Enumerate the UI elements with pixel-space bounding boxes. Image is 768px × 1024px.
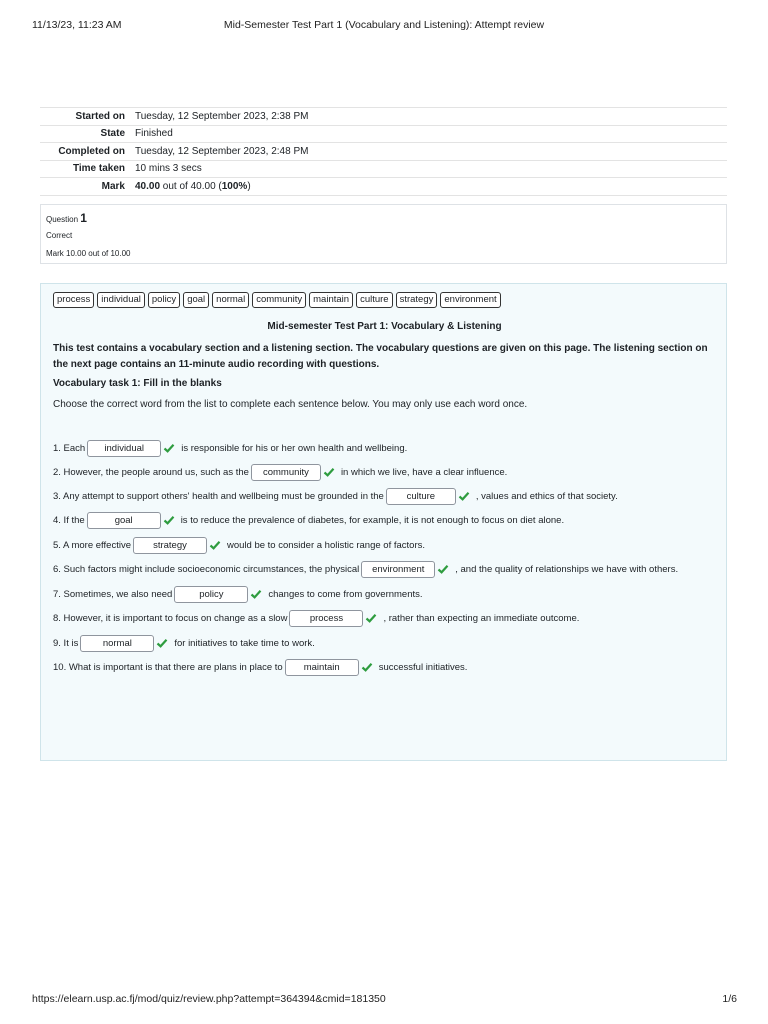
correct-check-icon <box>156 637 168 649</box>
print-datetime: 11/13/23, 11:23 AM <box>32 19 122 31</box>
question-number <box>46 211 721 225</box>
summary-label: Time taken <box>72 163 125 175</box>
sentence-text-after: successful initiatives. <box>378 661 468 673</box>
answer-drop-box[interactable]: environment <box>361 561 435 578</box>
test-heading: Mid-semester Test Part 1: Vocabulary & Listening <box>267 321 502 332</box>
sentence-3 <box>53 487 618 505</box>
mark-close: ) <box>247 180 251 192</box>
test-intro: This test contains a vocabulary section and a listening section. The vocabulary questions are given on this page. The listening section on the next page contains an 11-minute audio recording with questions. <box>53 343 708 370</box>
correct-check-icon <box>163 514 175 526</box>
word-chip[interactable]: environment <box>440 292 500 308</box>
word-chip[interactable]: culture <box>356 292 393 308</box>
answer-drop-box[interactable]: normal <box>80 635 154 652</box>
mark-percent: 100% <box>221 180 248 192</box>
summary-row-mark <box>40 178 727 196</box>
summary-row-state <box>40 126 727 144</box>
sentence-text-after: is to reduce the prevalence of diabetes, for example, it is not enough to focus on diet alone. <box>180 514 565 526</box>
sentence-9 <box>53 634 315 652</box>
sentence-text-before: 9. It is <box>53 637 79 649</box>
word-chip[interactable]: policy <box>148 292 180 308</box>
sentence-2 <box>53 463 507 481</box>
sentence-text-before: 10. What is important is that there are plans in place to <box>53 661 283 673</box>
sentence-text-before: 2. However, the people around us, such as the <box>53 466 249 478</box>
correct-check-icon <box>437 563 449 575</box>
word-chip[interactable]: strategy <box>396 292 438 308</box>
sentence-text-before: 8. However, it is important to focus on change as a slow <box>53 612 288 624</box>
summary-value: Finished <box>135 128 173 140</box>
question-state: Correct <box>46 231 73 240</box>
sentence-text-before: 5. A more effective <box>53 539 131 551</box>
sentence-text-before: 1. Each <box>53 442 86 454</box>
word-chip[interactable]: maintain <box>309 292 353 308</box>
sentence-text-after: for initiatives to take time to work. <box>174 637 315 649</box>
correct-check-icon <box>163 442 175 454</box>
correct-check-icon <box>365 612 377 624</box>
sentence-text-before: 7. Sometimes, we also need <box>53 588 173 600</box>
answer-drop-box[interactable]: strategy <box>133 537 207 554</box>
sentence-text-after: , and the quality of relationships we have with others. <box>455 563 679 575</box>
correct-check-icon <box>323 466 335 478</box>
sentence-text-before: 3. Any attempt to support others' health and wellbeing must be grounded in the <box>53 490 384 502</box>
mark-score: 40.00 <box>135 180 161 192</box>
sentence-8 <box>53 609 579 627</box>
sentence-5 <box>53 536 425 554</box>
correct-check-icon <box>361 661 373 673</box>
attempt-summary-table <box>40 107 727 196</box>
page-number: 1/6 <box>722 993 737 1005</box>
answer-drop-box[interactable]: maintain <box>285 659 359 676</box>
word-chip[interactable]: process <box>53 292 94 308</box>
answer-drop-box[interactable]: culture <box>386 488 456 505</box>
summary-value: Tuesday, 12 September 2023, 2:38 PM <box>135 110 309 122</box>
summary-label: State <box>100 128 125 140</box>
word-chip[interactable]: normal <box>212 292 249 308</box>
sentence-text-before: 4. If the <box>53 514 85 526</box>
word-chip[interactable]: community <box>252 292 306 308</box>
correct-check-icon <box>250 588 262 600</box>
print-header <box>0 0 768 40</box>
answer-drop-box[interactable]: individual <box>87 440 161 457</box>
question-label: Question <box>46 215 81 224</box>
sentence-text-after: changes to come from governments. <box>268 588 423 600</box>
word-bank <box>53 292 501 308</box>
answer-drop-box[interactable]: goal <box>87 512 161 529</box>
task-instructions: Choose the correct word from the list to complete each sentence below. You may only use each word once. <box>53 399 528 410</box>
sentence-6 <box>53 560 678 578</box>
summary-value: 10 mins 3 secs <box>135 163 202 175</box>
sentence-text-after: , values and ethics of that society. <box>475 490 618 502</box>
sentence-text-after: is responsible for his or her own health and wellbeing. <box>181 442 408 454</box>
sentence-text-after: in which we live, have a clear influence. <box>340 466 508 478</box>
page-url: https://elearn.usp.ac.fj/mod/quiz/review.php?attempt=364394&cmid=181350 <box>32 993 386 1005</box>
task-title: Vocabulary task 1: Fill in the blanks <box>53 378 222 389</box>
answer-drop-box[interactable]: policy <box>174 586 248 603</box>
word-chip[interactable]: individual <box>97 292 145 308</box>
sentence-4 <box>53 511 564 529</box>
sentence-7 <box>53 585 423 603</box>
summary-mark-value <box>135 181 727 192</box>
question-number-value: 1 <box>80 211 87 225</box>
sentence-10 <box>53 658 467 676</box>
answer-drop-box[interactable]: process <box>289 610 363 627</box>
mark-out-of: out of 40.00 ( <box>160 180 222 192</box>
question-content <box>40 283 727 761</box>
sentence-text-before: 6. Such factors might include socioeconomic circumstances, the physical <box>53 563 360 575</box>
sentence-text-after: would be to consider a holistic range of factors. <box>226 539 426 551</box>
summary-row-completed <box>40 143 727 161</box>
sentence-text-after: , rather than expecting an immediate outcome. <box>383 612 580 624</box>
answer-drop-box[interactable]: community <box>251 464 321 481</box>
summary-label: Completed on <box>58 145 125 157</box>
correct-check-icon <box>209 539 221 551</box>
sentence-1 <box>53 439 407 457</box>
question-info-box <box>40 204 727 264</box>
summary-row-time-taken <box>40 161 727 179</box>
question-mark: Mark 10.00 out of 10.00 <box>46 249 131 258</box>
print-page-title: Mid-Semester Test Part 1 (Vocabulary and Listening): Attempt review <box>223 19 545 31</box>
summary-label: Mark <box>101 180 125 192</box>
summary-label: Started on <box>75 110 125 122</box>
summary-row-started <box>40 108 727 126</box>
word-chip[interactable]: goal <box>183 292 209 308</box>
correct-check-icon <box>458 490 470 502</box>
summary-value: Tuesday, 12 September 2023, 2:48 PM <box>135 145 309 157</box>
